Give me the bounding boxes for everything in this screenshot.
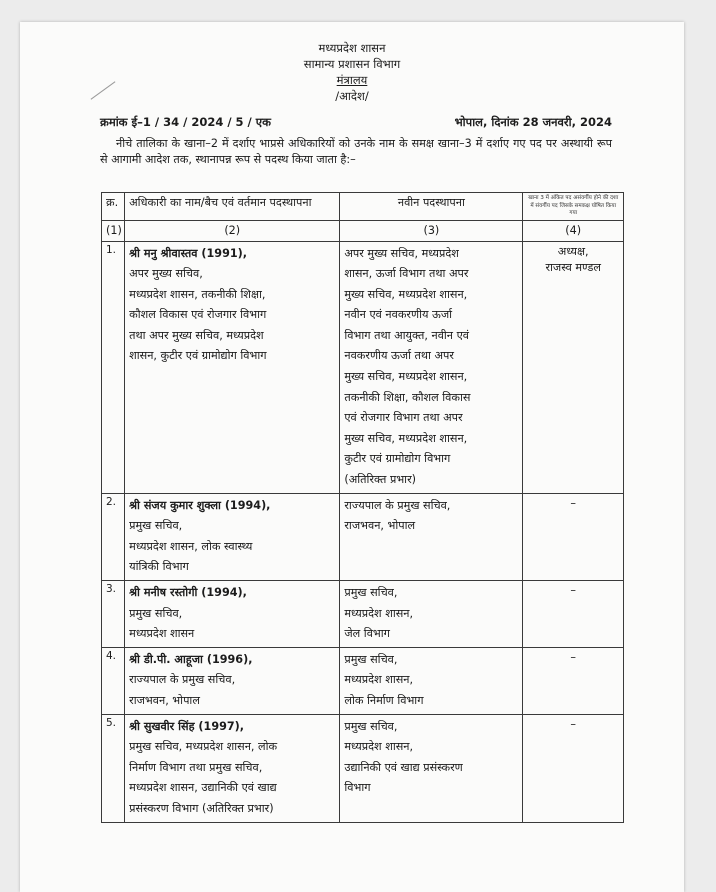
new-posting-line: (अतिरिक्त प्रभार) — [344, 473, 417, 487]
new-posting-line: मध्यप्रदेश शासन, — [344, 606, 414, 620]
new-posting-line: प्रमुख सचिव, — [344, 586, 398, 599]
current-posting-line: प्रमुख सचिव, — [129, 519, 183, 533]
row-serial: 2. — [102, 493, 125, 580]
table-row — [102, 241, 624, 493]
current-posting-line: मध्यप्रदेश शासन — [129, 627, 195, 641]
new-posting-line: जेल विभाग — [344, 627, 390, 641]
equivalent-post-cell — [523, 241, 624, 493]
column-number: (2) — [125, 220, 340, 241]
new-posting-line: लोक निर्माण विभाग — [344, 693, 424, 707]
header-new-posting: नवीन पदस्थापना — [340, 193, 523, 221]
new-posting-line: मुख्य सचिव, मध्यप्रदेश शासन, — [344, 431, 468, 445]
order-number: क्रमांक ई–1 / 34 / 2024 / 5 / एक — [100, 115, 271, 129]
current-posting-line: निर्माण विभाग तथा प्रमुख सचिव, — [129, 760, 263, 774]
column-number: (4) — [523, 220, 624, 241]
current-posting-line: राजभवन, भोपाल — [129, 693, 200, 707]
letterhead — [20, 40, 684, 104]
table-row — [102, 493, 624, 580]
new-posting-line: नवकरणीय ऊर्जा तथा अपर — [344, 349, 454, 363]
current-posting-line: मध्यप्रदेश शासन, तकनीकी शिक्षा, — [129, 287, 266, 301]
officer-cell — [125, 714, 340, 822]
officer-name: श्री सुखवीर सिंह (1997), — [129, 719, 245, 733]
equivalent-post-line: अध्यक्ष, — [557, 244, 589, 258]
officer-name: श्री डी.पी. आहूजा (1996), — [129, 652, 253, 666]
order-date: भोपाल, दिनांक 28 जनवरी, 2024 — [454, 115, 612, 129]
equivalent-post-cell — [523, 493, 624, 580]
secretariat-name: मंत्रालय — [336, 73, 368, 87]
new-posting-line: मुख्य सचिव, मध्यप्रदेश शासन, — [344, 370, 468, 384]
column-number: (1) — [102, 220, 125, 241]
officer-name: श्री मनीष रस्तोगी (1994), — [129, 586, 247, 599]
new-posting-cell — [340, 581, 523, 648]
document-page — [20, 22, 684, 892]
current-posting-line: अपर मुख्य सचिव, — [129, 267, 203, 281]
column-number: (3) — [340, 220, 523, 241]
new-posting-line: एवं रोजगार विभाग तथा अपर — [344, 411, 463, 425]
new-posting-line: मुख्य सचिव, मध्यप्रदेश शासन, — [344, 287, 468, 301]
new-posting-line: तकनीकी शिक्षा, कौशल विकास — [344, 390, 471, 404]
officer-name: श्री मनु श्रीवास्तव (1991), — [129, 246, 248, 260]
new-posting-line: मध्यप्रदेश शासन, — [344, 673, 414, 687]
new-posting-line: कुटीर एवं ग्रामोद्योग विभाग — [344, 452, 451, 466]
current-posting-line: तथा अपर मुख्य सचिव, मध्यप्रदेश — [129, 328, 264, 342]
new-posting-cell — [340, 647, 523, 714]
row-serial: 4. — [102, 647, 125, 714]
table-header-row — [102, 193, 624, 221]
table-row — [102, 647, 624, 714]
table-row — [102, 714, 624, 822]
current-posting-line: प्रमुख सचिव, — [129, 606, 183, 620]
row-serial: 1. — [102, 241, 125, 493]
equivalent-post-cell — [523, 714, 624, 822]
new-posting-line: प्रमुख सचिव, — [344, 719, 398, 733]
government-name: मध्यप्रदेश शासन — [318, 41, 386, 55]
equivalent-post-cell — [523, 581, 624, 648]
current-posting-line: मध्यप्रदेश शासन, उद्यानिकी एवं खाद्य — [129, 781, 277, 795]
officer-name: श्री संजय कुमार शुक्ला (1994), — [129, 498, 271, 512]
header-serial: क्र. — [102, 193, 125, 221]
new-posting-line: उद्यानिकी एवं खाद्य प्रसंस्करण — [344, 760, 463, 774]
postings-table — [101, 192, 624, 823]
current-posting-line: राज्यपाल के प्रमुख सचिव, — [129, 673, 236, 687]
current-posting-line: प्रसंस्करण विभाग (अतिरिक्त प्रभार) — [129, 801, 274, 815]
new-posting-line: विभाग — [344, 781, 371, 795]
current-posting-line: यांत्रिकी विभाग — [129, 560, 189, 574]
header-equivalent-post: खाना 3 में अंकित पद असंवर्गीय होने की दशा में संवर्गीय पद जिसके समकक्ष घोषित किया गया — [523, 193, 624, 221]
new-posting-line: प्रमुख सचिव, — [344, 652, 398, 666]
equivalent-post-line: राजस्व मण्डल — [545, 260, 601, 274]
equivalent-post-line: – — [570, 717, 576, 731]
new-posting-cell — [340, 241, 523, 493]
current-posting-line: शासन, कुटीर एवं ग्रामोद्योग विभाग — [129, 349, 267, 363]
header-officer: अधिकारी का नाम/बैच एवं वर्तमान पदस्थापना — [125, 193, 340, 221]
new-posting-line: नवीन एवं नवकरणीय ऊर्जा — [344, 308, 453, 322]
row-serial: 5. — [102, 714, 125, 822]
order-heading: /आदेश/ — [335, 89, 369, 103]
current-posting-line: कौशल विकास एवं रोजगार विभाग — [129, 308, 267, 322]
officer-cell — [125, 581, 340, 648]
table-row — [102, 581, 624, 648]
new-posting-line: राज्यपाल के प्रमुख सचिव, — [344, 498, 451, 512]
new-posting-cell — [340, 714, 523, 822]
equivalent-post-line: – — [570, 584, 576, 597]
equivalent-post-line: – — [570, 650, 576, 664]
new-posting-line: शासन, ऊर्जा विभाग तथा अपर — [344, 267, 469, 281]
current-posting-line: प्रमुख सचिव, मध्यप्रदेश शासन, लोक — [129, 740, 278, 754]
new-posting-cell — [340, 493, 523, 580]
order-intro-paragraph: नीचे तालिका के खाना–2 में दर्शाए भाप्रसे अधिकारियों को उनके नाम के समक्ष खाना–3 में दर्शाए गए पद पर अस्थायी रूप से आगामी आदेश तक, स्थानापन्न रूप से पदस्थ किया जाता है:– — [100, 137, 612, 166]
officer-cell — [125, 647, 340, 714]
column-number-row — [102, 220, 624, 241]
new-posting-line: विभाग तथा आयुक्त, नवीन एवं — [344, 328, 469, 342]
equivalent-post-line: – — [570, 496, 576, 510]
row-serial: 3. — [102, 581, 125, 648]
equivalent-post-cell — [523, 647, 624, 714]
new-posting-line: मध्यप्रदेश शासन, — [344, 740, 414, 754]
officer-cell — [125, 241, 340, 493]
current-posting-line: मध्यप्रदेश शासन, लोक स्वास्थ्य — [129, 539, 253, 553]
new-posting-line: राजभवन, भोपाल — [344, 519, 416, 533]
new-posting-line: अपर मुख्य सचिव, मध्यप्रदेश — [344, 246, 459, 260]
officer-cell — [125, 493, 340, 580]
department-name: सामान्य प्रशासन विभाग — [303, 57, 401, 71]
